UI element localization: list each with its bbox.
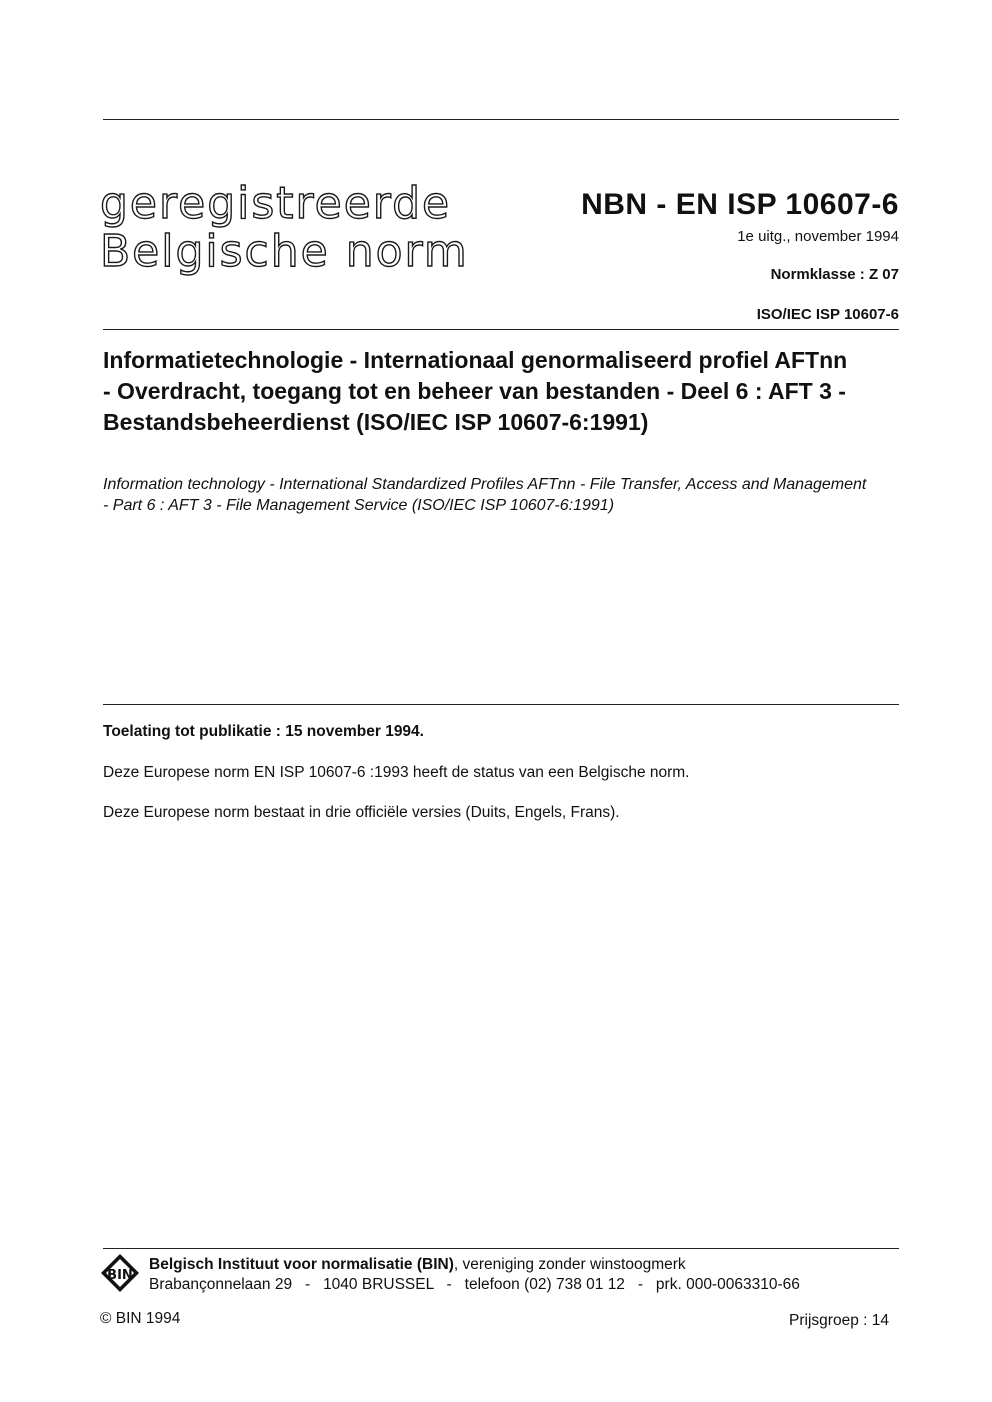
header-rule [103,329,899,330]
outline-line-1: geregistreerde [100,178,452,229]
top-rule [103,119,899,120]
bin-logo-icon [100,1253,140,1293]
footer-rule [103,1248,899,1249]
publication-approval: Toelating tot publikatie : 15 november 1994. [103,723,424,740]
versions-statement: Deze Europese norm bestaat in drie officiële versies (Duits, Engels, Frans). [103,804,620,821]
norm-class: Normklasse : Z 07 [770,266,899,283]
copyright: © BIN 1994 [100,1310,181,1327]
english-title-line-1: Information technology - International Standardized Profiles AFTnn - File Transfer, Access and Management [103,476,867,493]
status-statement: Deze Europese norm EN ISP 10607-6 :1993 heeft de status van een Belgische norm. [103,764,690,781]
document-title [103,345,903,438]
bin-logo-letters: BIN [107,1268,133,1283]
edition: 1e uitg., november 1994 [737,228,899,245]
title-line-3: Bestandsbeheerdienst (ISO/IEC ISP 10607-6:1991) [103,409,649,435]
bin-logo [100,1253,142,1295]
english-title-line-2: - Part 6 : AFT 3 - File Management Service (ISO/IEC ISP 10607-6:1991) [103,497,615,514]
institute-name: Belgisch Instituut voor normalisatie (BIN) [149,1256,454,1273]
registered-belgian-norm-heading [100,180,469,276]
institute-type: , vereniging zonder winstoogmerk [453,1256,686,1273]
outline-line-2: Belgische norm [100,226,469,277]
title-line-1: Informatietechnologie - Internationaal genormaliseerd profiel AFTnn [103,347,848,373]
title-line-2: - Overdracht, toegang tot en beheer van bestanden - Deel 6 : AFT 3 - [103,378,846,404]
english-title [103,474,903,516]
price-group: Prijsgroep : 14 [789,1312,889,1329]
iso-reference: ISO/IEC ISP 10607-6 [756,306,899,323]
body-rule [103,704,899,705]
address-line: Brabançonnelaan 29 - 1040 BRUSSEL - telefoon (02) 738 01 12 - prk. 000-0063310-66 [149,1276,800,1293]
norm-number: NBN - EN ISP 10607-6 [581,188,899,221]
institute-line [149,1256,686,1274]
